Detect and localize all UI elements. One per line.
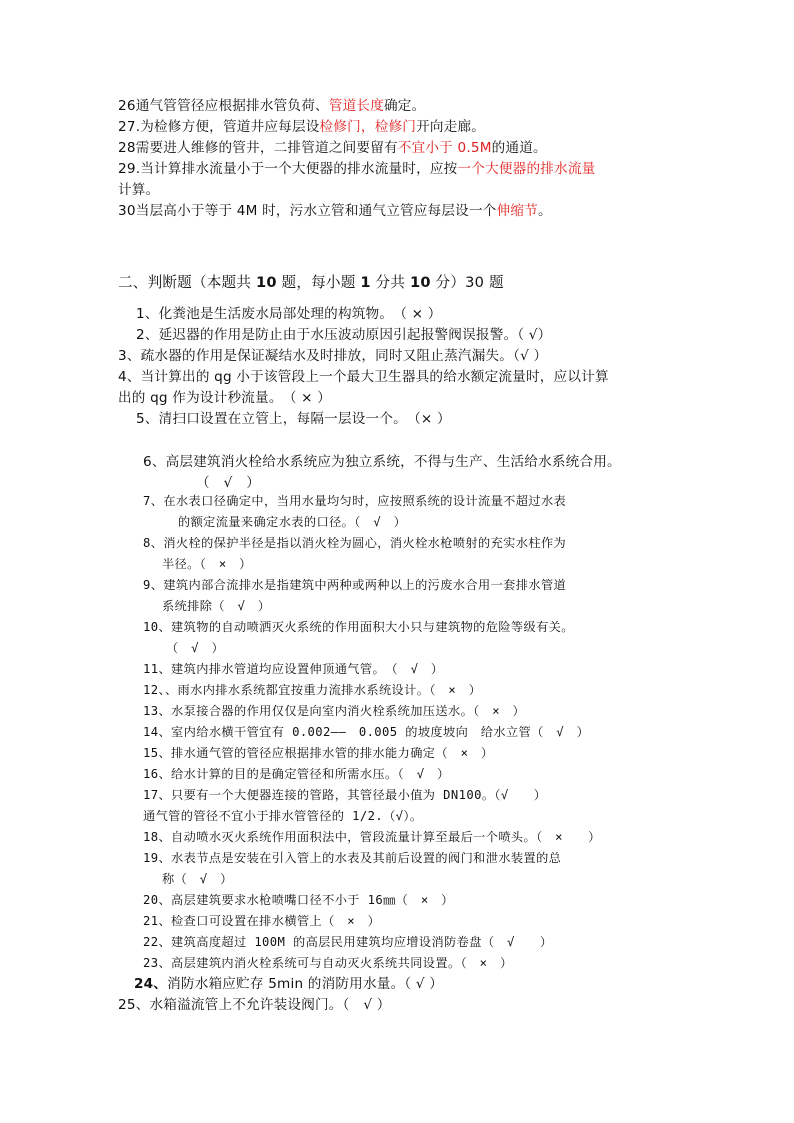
text: 10 [255, 274, 277, 291]
judgement-line: 称（ √ ） [162, 872, 233, 886]
section-heading [118, 273, 504, 293]
answer-text: 一个大便器的排水流量 [457, 161, 596, 177]
text: 1 [360, 274, 371, 291]
fill-item-29-cont [118, 180, 159, 200]
judgement-line: 12、、雨水内排水系统都宜按重力流排水系统设计。（ × ） [143, 683, 482, 697]
judgement-line: 23、高层建筑内消火栓系统可与自动灭火系统共同设置。（ × ） [143, 956, 513, 970]
answer-text: 检修门，检修门 [319, 119, 417, 135]
judgement-line: 25、水箱溢流管上不允许装设阀门。（ √ ） [118, 997, 391, 1013]
judgement-line: 9、建筑内部合流排水是指建筑中两种或两种以上的污废水合用一套排水管道 [143, 578, 567, 592]
fill-item-27 [118, 117, 485, 137]
judgement-line: 22、建筑高度超过 100M 的高层民用建筑均应增设消防卷盘（ √ ） [143, 935, 553, 949]
text: 26通气管管径应根据排水管负荷、 [118, 98, 329, 114]
fill-item-30 [118, 201, 552, 221]
text: 开向走廊。 [416, 119, 486, 135]
text: 确定。 [384, 98, 426, 114]
judgement-line: 15、排水通气管的管径应根据排水管的排水能力确定（ × ） [143, 746, 494, 760]
judgement-line: 13、水泵接合器的作用仅仅是向室内消火栓系统加压送水。（ × ） [143, 704, 526, 718]
judgement-line: 19、水表节点是安装在引入管上的水表及其前后设置的阀门和泄水装置的总 [143, 851, 562, 865]
answer-text: 伸缩节 [496, 203, 538, 219]
judgement-line: 半径。（ × ） [162, 557, 252, 571]
text: 10 [409, 274, 431, 291]
judgement-line: 14、室内给水横干管宜有 0.002—— 0.005 的坡度坡向 给水立管（ √ ） [143, 725, 590, 739]
text: 题，每小题 [276, 274, 361, 291]
judgement-line: 21、检查口可设置在排水横管上（ × ） [143, 914, 381, 928]
judgement-line: 的额定流量来确定水表的口径。（ √ ） [178, 515, 407, 529]
text: 分共 [370, 274, 410, 291]
text: 27.为检修方便，管道井应每层设 [118, 119, 320, 135]
judgement-line: 11、建筑内排水管道均应设置伸顶通气管。 （ √ ） [143, 662, 444, 676]
judgement-line: 出的 qg 作为设计秒流量。 （ × ） [118, 390, 332, 406]
text: 计算。 [118, 182, 160, 198]
fill-item-26 [118, 96, 425, 116]
judgement-line: 17、只要有一个大便器连接的管路，其管径最小值为 DN100。（√ ） [143, 788, 547, 802]
fill-item-28 [118, 138, 547, 158]
fill-item-29 [118, 159, 595, 179]
judgement-line: 20、高层建筑要求水枪喷嘴口径不小于 16㎜（ × ） [143, 893, 454, 907]
text: 28需要进人维修的管井，二排管道之间要留有 [118, 140, 398, 156]
judgement-line: 5、清扫口设置在立管上，每隔一层设一个。 （× ） [136, 411, 451, 427]
answer-text: 管道长度 [328, 98, 384, 114]
judgement-line: 系统排除（ √ ） [162, 599, 271, 613]
judgement-line: 3、疏水器的作用是保证凝结水及时排放，同时又阻止蒸汽漏失。（√ ） [118, 348, 548, 364]
text: 的通道。 [491, 140, 547, 156]
text: 。 [537, 203, 552, 219]
judgement-line: 18、自动喷水灭火系统作用面积法中，管段流量计算至最后一个喷头。（ × ） [143, 830, 601, 844]
judgement-line: 16、给水计算的目的是确定管径和所需水压。（ √ ） [143, 767, 450, 781]
text: 30当层高小于等于 4M 时，污水立管和通气立管应每层设一个 [118, 203, 497, 219]
text: 二、判断题（本题共 [118, 274, 256, 291]
judgement-line: 6、高层建筑消火栓给水系统应为独立系统，不得与生产、生活给水系统合用。 [143, 454, 621, 470]
judgement-line: 7、在水表口径确定中，当用水量均匀时，应按照系统的设计流量不超过水表 [143, 494, 567, 508]
text: 29.当计算排水流量小于一个大便器的排水流量时，应按 [118, 161, 458, 177]
judgement-line: 10、建筑物的自动喷洒灭火系统的作用面积大小只与建筑物的危险等级有关。 [143, 620, 574, 634]
judgement-line: 24、消防水箱应贮存 5min 的消防用水量。（ √ ） [134, 976, 444, 992]
judgement-line: （ √ ） [166, 641, 225, 655]
judgement-line: 1、化粪池是生活废水局部处理的构筑物。 （ × ） [136, 306, 442, 322]
judgement-line: 8、消火栓的保护半径是指以消火栓为圆心，消火栓水枪喷射的充实水柱作为 [143, 536, 567, 550]
judgement-line: （ √ ） [196, 475, 261, 491]
judgement-line: 2、延迟器的作用是防止由于水压波动原因引起报警阀误报警。（ √） [136, 327, 552, 343]
judgement-line: 通气管的管径不宜小于排水管管径的 1/2.（√）。 [143, 809, 423, 823]
text: 分）30 题 [430, 274, 504, 291]
judgement-line: 4、当计算出的 qg 小于该管段上一个最大卫生器具的给水额定流量时，应以计算 [118, 369, 609, 385]
answer-text: 不宜小于 0.5M [397, 140, 492, 156]
